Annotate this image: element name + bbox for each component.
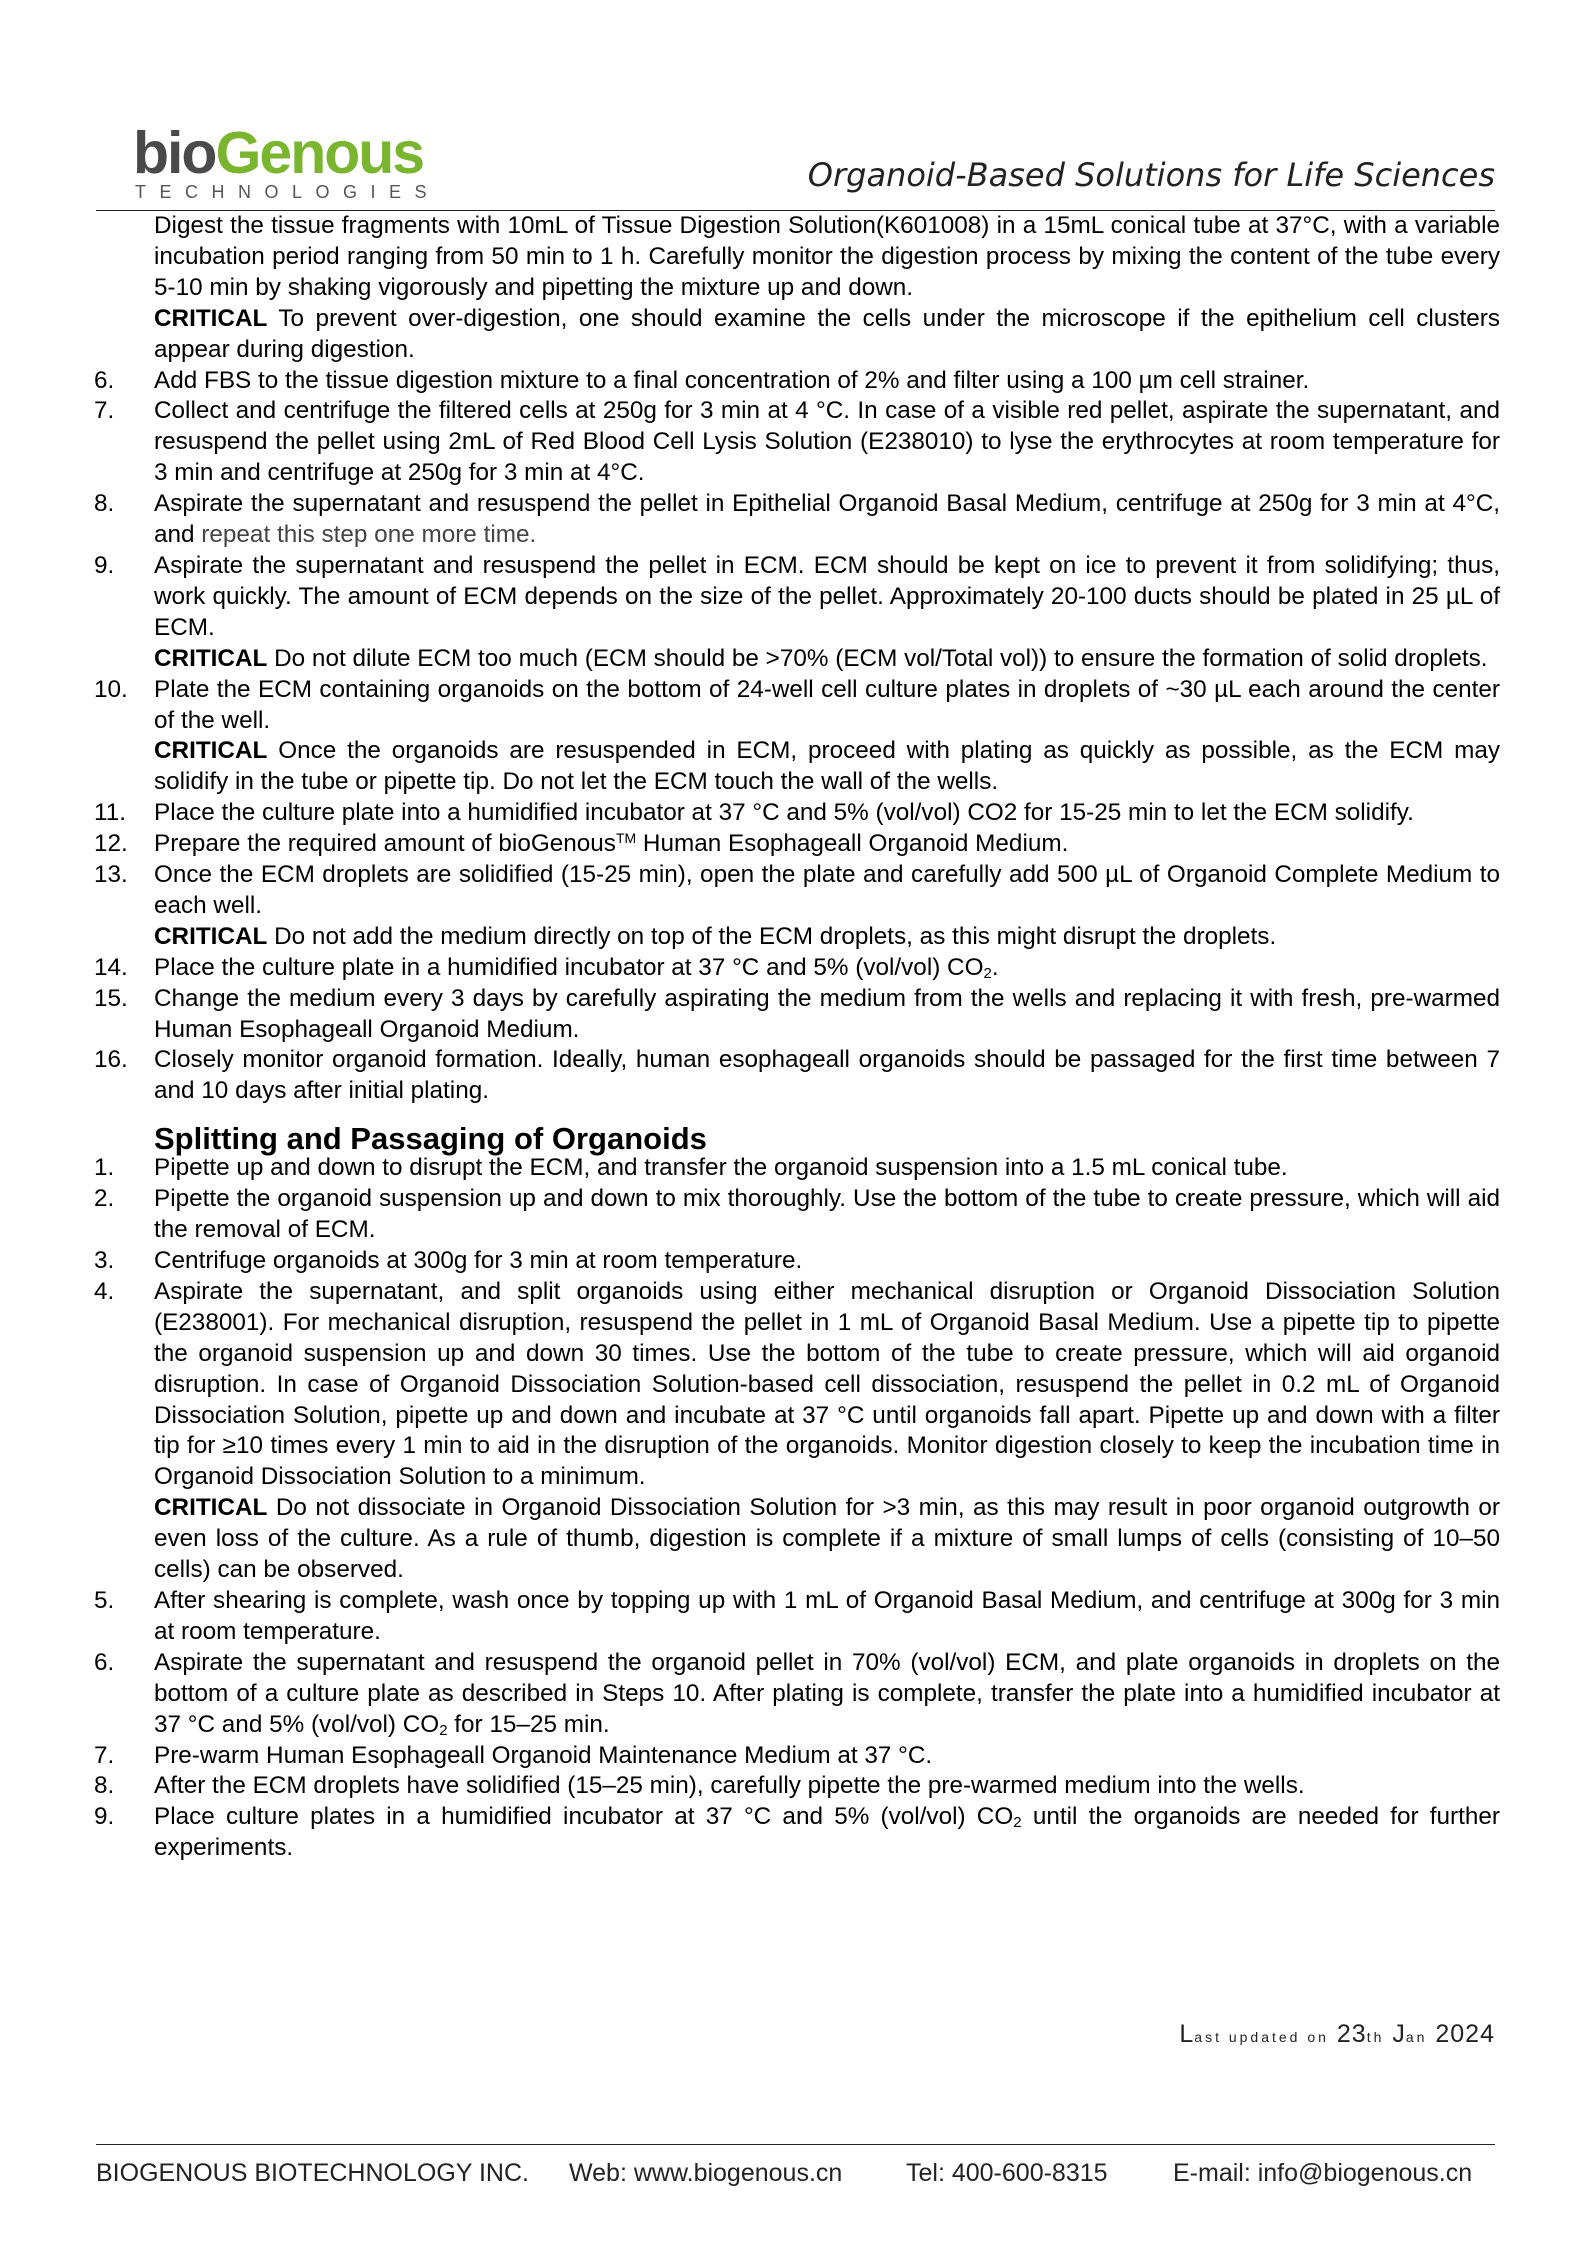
step-text-cont: until the organoids are needed for further experiments. [154,1803,1500,1862]
step-number: 8. [94,490,115,518]
list-item [94,489,1500,551]
step-number: 5. [94,1586,115,1614]
step-text: After the ECM droplets have solidified (15–25 min), carefully pipette the pre-warmed medium into the wells. [154,1772,1305,1800]
last-updated-day: 23 [1336,2020,1367,2048]
list-item [94,1771,1500,1802]
list-item [94,1045,1500,1107]
section-title: Splitting and Passaging of Organoids [154,1121,707,1157]
step-number: 6. [94,366,115,394]
step-text: Aspirate the supernatant and resuspend the pellet in Epithelial Organoid Basal Medium, centrifuge at 250g for 3 min at 4°C, and [154,490,1500,549]
document-body [94,211,1500,1864]
intro-paragraph [94,211,1500,366]
step-text: Add FBS to the tissue digestion mixture to a final concentration of 2% and filter using a 100 µm cell strainer. [154,366,1310,394]
step-text: Plate the ECM containing organoids on the bottom of 24-well cell culture plates in droplets of ~30 µL each around the center of the well. [154,675,1500,734]
list-item [94,829,1500,860]
step-text: Prepare the required amount of bioGenous [154,830,616,858]
subscript-2: 2 [1013,1814,1022,1832]
logo-bio: bio [133,120,216,186]
step-text-cont: for 15–25 min. [447,1710,610,1738]
list-item [94,984,1500,1046]
last-updated-label: ast updated on [1194,2029,1329,2045]
list-item [94,860,1500,953]
step-number: 4. [94,1277,115,1305]
list-item [94,675,1500,799]
step-text: Once the ECM droplets are solidified (15-25 min), open the plate and carefully add 500 µL of Organoid Complete Medium to each well. [154,861,1500,919]
step-text: Centrifuge organoids at 300g for 3 min at room temperature. [154,1247,803,1274]
step-number: 8. [94,1772,115,1800]
step-text: Pre-warm Human Esophageall Organoid Maintenance Medium at 37 °C. [154,1741,933,1769]
list-item [94,1648,1500,1741]
step-text: Aspirate the supernatant, and split organoids using either mechanical disruption or Organoid Dissociation Solution (E238001). For mechanical disruption, resuspend the pellet in 1 mL of Organoid Basal Medium. Use a pipette tip to pipette the organoid suspension up and down 30 times. Use the bottom of the tube to create pressure, which will aid organoid disruption. In case of Organoid Dissociation Solution-based cell dissociation, resuspend the pellet in 0.2 mL of Organoid Dissociation Solution, pipette up and down and incubate at 37 °C until organoids fall apart. Pipette up and down with a filter tip for ≥10 times every 1 min to aid in the disruption of the organoids. Monitor digestion closely to keep the incubation time in Organoid Dissociation Solution to a minimum. [154,1277,1500,1491]
step-text: After shearing is complete, wash once by topping up with 1 mL of Organoid Basal Medium, and centrifuge at 300g for 3 min at room temperature. [154,1586,1500,1645]
list-item [94,1277,1500,1586]
step-number: 6. [94,1648,115,1676]
list-item [94,1586,1500,1648]
footer-company: BIOGENOUS BIOTECHNOLOGY INC. [96,2159,529,2187]
logo-genous: Genous [215,120,424,186]
step-number: 9. [94,1803,115,1831]
last-updated-th: th [1366,2029,1385,2045]
critical-text: Once the organoids are resuspended in ECM, proceed with plating as quickly as possible, as the ECM may solidify in the tube or pipette tip. Do not let the ECM touch the wall of the wells. [154,737,1500,796]
biogenous-logo [133,122,440,203]
subscript-2: 2 [983,964,992,982]
critical-label: CRITICAL [154,922,268,950]
critical-text: To prevent over-digestion, one should examine the cells under the microscope if the epithelium cell clusters appear during digestion. [154,304,1500,363]
last-updated [1179,2020,1495,2049]
last-updated-J: J [1392,2020,1406,2048]
footer-divider [96,2144,1495,2145]
header-tagline: Organoid-Based Solutions for Life Sciences [807,156,1495,194]
step-number: 10. [94,675,128,703]
list-item [94,1802,1500,1864]
step-text: Aspirate the supernatant and resuspend the pellet in ECM. ECM should be kept on ice to prevent it from solidifying; thus, work quickly. The amount of ECM depends on the size of the pellet. Approximately 20-100 ducts should be plated in 25 µL of ECM. [154,551,1500,641]
footer-tel: Tel: 400-600-8315 [906,2159,1108,2187]
critical-label: CRITICAL [154,1494,268,1522]
critical-text: Do not dilute ECM too much (ECM should be >70% (ECM vol/Total vol)) to ensure the formation of solid droplets. [267,644,1488,672]
step-text-cont: Human Esophageall Organoid Medium. [636,830,1069,858]
list-item [94,551,1500,675]
step-number: 2. [94,1185,115,1213]
step-number: 1. [94,1154,115,1182]
list-item [94,366,1500,397]
trademark-superscript: TM [615,830,637,847]
intro-text: Digest the tissue fragments with 10mL of Tissue Digestion Solution(K601008) in a 15mL conical tube at 37°C, with a variable incubation period ranging from 50 min to 1 h. Carefully monitor the digestion process by mixing the content of the tube every 5-10 min by shaking vigorously and pipetting the mixture up and down. [154,212,1500,301]
step-text: Pipette the organoid suspension up and down to mix thoroughly. Use the bottom of the tube to create pressure, which will aid the removal of ECM. [154,1185,1500,1244]
step-text: Place the culture plate into a humidified incubator at 37 °C and 5% (vol/vol) CO2 for 15-25 min to let the ECM solidify. [154,799,1414,827]
list-item [94,396,1500,489]
list-item [94,953,1500,984]
subscript-2: 2 [439,1721,448,1739]
step-number: 9. [94,551,115,579]
footer-web: Web: www.biogenous.cn [569,2159,843,2187]
list-item [94,1153,1500,1184]
step-number: 7. [94,1741,115,1769]
step-number: 14. [94,953,128,981]
critical-label: CRITICAL [154,304,268,332]
step-number: 13. [94,861,128,889]
step-text: Change the medium every 3 days by carefully aspirating the medium from the wells and replacing it with fresh, pre-warmed Human Esophageall Organoid Medium. [154,984,1500,1043]
step-number: 3. [94,1247,115,1274]
list-item [94,1246,1500,1277]
step-number: 15. [94,984,128,1012]
step-number: 7. [94,397,115,425]
footer-email: E-mail: info@biogenous.cn [1173,2159,1473,2187]
step-text: Aspirate the supernatant and resuspend the organoid pellet in 70% (vol/vol) ECM, and plate organoids in droplets on the bottom of a culture plate as described in Steps 10. After plating is complete, transfer the plate into a humidified incubator at 37 °C and 5% (vol/vol) CO [154,1648,1500,1738]
last-updated-L: L [1179,2020,1195,2048]
step-number: 11. [94,799,126,827]
logo-technologies: TECHNOLOGIES [135,182,441,202]
step-text: Collect and centrifuge the filtered cells at 250g for 3 min at 4 °C. In case of a visible red pellet, aspirate the supernatant, and resuspend the pellet using 2mL of Red Blood Cell Lysis Solution (E238010) to lyse the erythrocytes at room temperature for 3 min and centrifuge at 250g for 3 min at 4°C. [154,397,1500,487]
step-text: Place culture plates in a humidified incubator at 37 °C and 5% (vol/vol) CO [154,1803,1014,1831]
last-updated-year: 2024 [1435,2020,1495,2048]
step-number: 16. [94,1046,128,1074]
critical-text: Do not dissociate in Organoid Dissociation Solution for >3 min, as this may result in poor organoid outgrowth or even loss of the culture. As a rule of thumb, digestion is complete if a mixture of small lumps of cells (consisting of 10–50 cells) can be observed. [154,1494,1500,1584]
critical-label: CRITICAL [154,737,268,765]
critical-label: CRITICAL [154,644,268,672]
last-updated-month: an [1405,2029,1428,2045]
step-text: Pipette up and down to disrupt the ECM, and transfer the organoid suspension into a 1.5 mL conical tube. [154,1154,1288,1182]
list-item [94,798,1500,829]
step-number: 12. [94,830,128,858]
list-item [94,1184,1500,1246]
step-text-highlight: repeat this step one more time. [201,521,537,549]
logo-wordmark [133,122,440,184]
step-text-cont: . [991,953,999,981]
step-text: Closely monitor organoid formation. Ideally, human esophageall organoids should be passaged for the first time between 7 and 10 days after initial plating. [154,1046,1500,1105]
step-text: Place the culture plate in a humidified incubator at 37 °C and 5% (vol/vol) CO [154,953,984,981]
list-item [94,1741,1500,1772]
critical-text: Do not add the medium directly on top of the ECM droplets, as this might disrupt the droplets. [267,922,1277,950]
